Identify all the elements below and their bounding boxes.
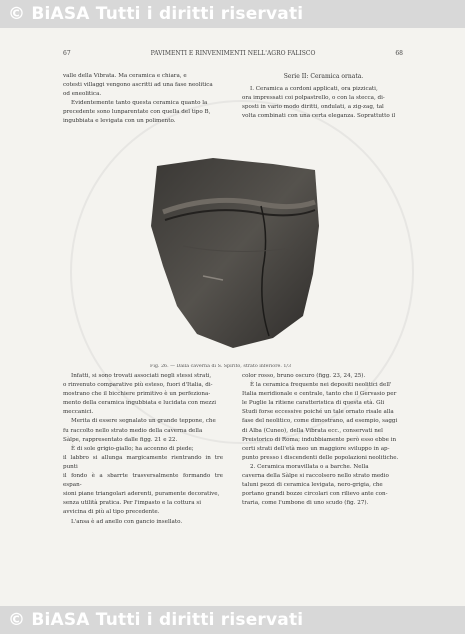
text-line: avvicina di più al tipo precedente.: [63, 509, 160, 516]
text-line: Merita di essere segnalato un grande teppone, che: [71, 418, 216, 425]
text-line: traria, come l'umbone di uno scudo (fig. 27).: [242, 500, 369, 507]
text-line: punto presso i discendenti delle popolazioni neolitiche.: [242, 454, 399, 461]
figure-caption: Fig. 26. — Dalla caverna di S. Spirito, strato inferiore. 1/3: [150, 364, 292, 369]
text-line: o rinvenuto comparative più esteso, fuori d'Italia, di-: [63, 382, 213, 389]
text-line: od eneolitica.: [63, 91, 102, 98]
running-header: [63, 50, 403, 57]
text-line: Preistorico di Roma; indubbiamente però esso ebbe in: [242, 436, 397, 443]
right-column-bottom: [242, 372, 405, 508]
left-column-top: [63, 72, 223, 127]
text-line: senza utilità pratica. Per l'impasto e la cottura si: [63, 500, 201, 507]
text-line: il fondo è a sbarrte trasversalmente formando tre espan-: [63, 473, 223, 489]
text-line: portano grandi bozze circolari con rilievo ante con-: [242, 491, 388, 498]
watermark-banner-bottom: © BiASA Tutti i diritti riservati: [0, 606, 465, 634]
text-line: mostrano che il bicchiere primitivo è un perfeziona-: [63, 391, 211, 398]
text-line: certi strati dell'età meo un maggiore sviluppo in ap-: [242, 445, 390, 452]
text-line: Italia meridionale e centrale, tanto che il Gervasio per: [242, 391, 397, 398]
page-number-right: 68: [395, 50, 403, 57]
text-line: Infatti, si sono trovati associati negli stessi strati,: [71, 373, 212, 379]
text-line: sioni piane triangolari aderenti, puramente decorative,: [63, 491, 220, 498]
text-line: le Puglie la ritiene caratteristica di questa età. Gli: [242, 400, 385, 407]
right-column-top: [242, 72, 405, 121]
text-line: Studi forse eccessive poiché un tale ornato risale alla: [242, 409, 394, 416]
text-line: di Alba (Cuneo), della Vibrata ecc., conservati nel: [242, 427, 383, 434]
text-line: color rosso, bruno oscuro (figg. 23, 24, 25).: [242, 373, 366, 379]
text-line: precedente sono lunparentate con quella del tipo B,: [63, 109, 211, 116]
page-number-left: 67: [63, 50, 71, 57]
text-line: mento della ceramica ingubbiata e lucidata con mezzi: [63, 400, 217, 407]
text-line: fase del neolitico, come dimostrano, ad esempio, saggi: [242, 418, 398, 425]
text-line: L'ansa è ad anello con gancio insellato.: [71, 518, 183, 525]
pottery-fragment-photo: [143, 156, 323, 356]
text-line: fu raccolto nello strato medio della caverna della: [63, 427, 203, 434]
left-column-bottom: [63, 372, 223, 527]
text-line: il labbro si allunga margicamente rientrando in tre punti: [63, 454, 223, 470]
text-line: Evidentemente tanto questa ceramica quanto la: [71, 100, 208, 107]
text-line: volta combinati con una certa eleganza. Soprattutto il: [242, 113, 396, 120]
text-line: È di sole grigio-giallo; ha accenno di piede;: [71, 445, 194, 452]
text-line: I. Ceramica a cordoni applicati, ora pizzicati,: [250, 86, 378, 93]
text-line: 2. Ceramica moravillata o a barche. Nella: [250, 463, 369, 470]
text-line: taluni pezzi di ceramica levigata, nero-grigia, che: [242, 482, 383, 489]
text-line: ora impressati coi polpastrello, o con la stecca, di-: [242, 95, 385, 102]
text-line: È la ceramica frequente nei depositi neolitici dell': [250, 382, 392, 389]
text-line: valle della Vibrata. Ma ceramica e chiara, e: [63, 73, 187, 79]
section-heading: Serie II: Ceramica ornata.: [283, 73, 364, 80]
watermark-banner-top: © BiASA Tutti i diritti riservati: [0, 0, 465, 28]
text-line: ingubbiata e levigata con un polimento.: [63, 118, 176, 125]
text-line: caverna della Sàlpe si raccolsero nello strato medio: [242, 473, 389, 480]
running-title: PAVIMENTI E RINVENIMENTI NELL'AGRO FALISCO: [150, 50, 316, 57]
text-line: sposti in vario modo diritti, ondulati, a zig-zag, tal: [242, 104, 384, 111]
text-line: Sàlpe, rappresentato dalle figg. 21 e 22.: [63, 436, 178, 443]
text-line: cotesti villaggi vengono ascritti ad una fase neolitica: [63, 82, 213, 89]
text-line: meccanici.: [63, 409, 94, 416]
